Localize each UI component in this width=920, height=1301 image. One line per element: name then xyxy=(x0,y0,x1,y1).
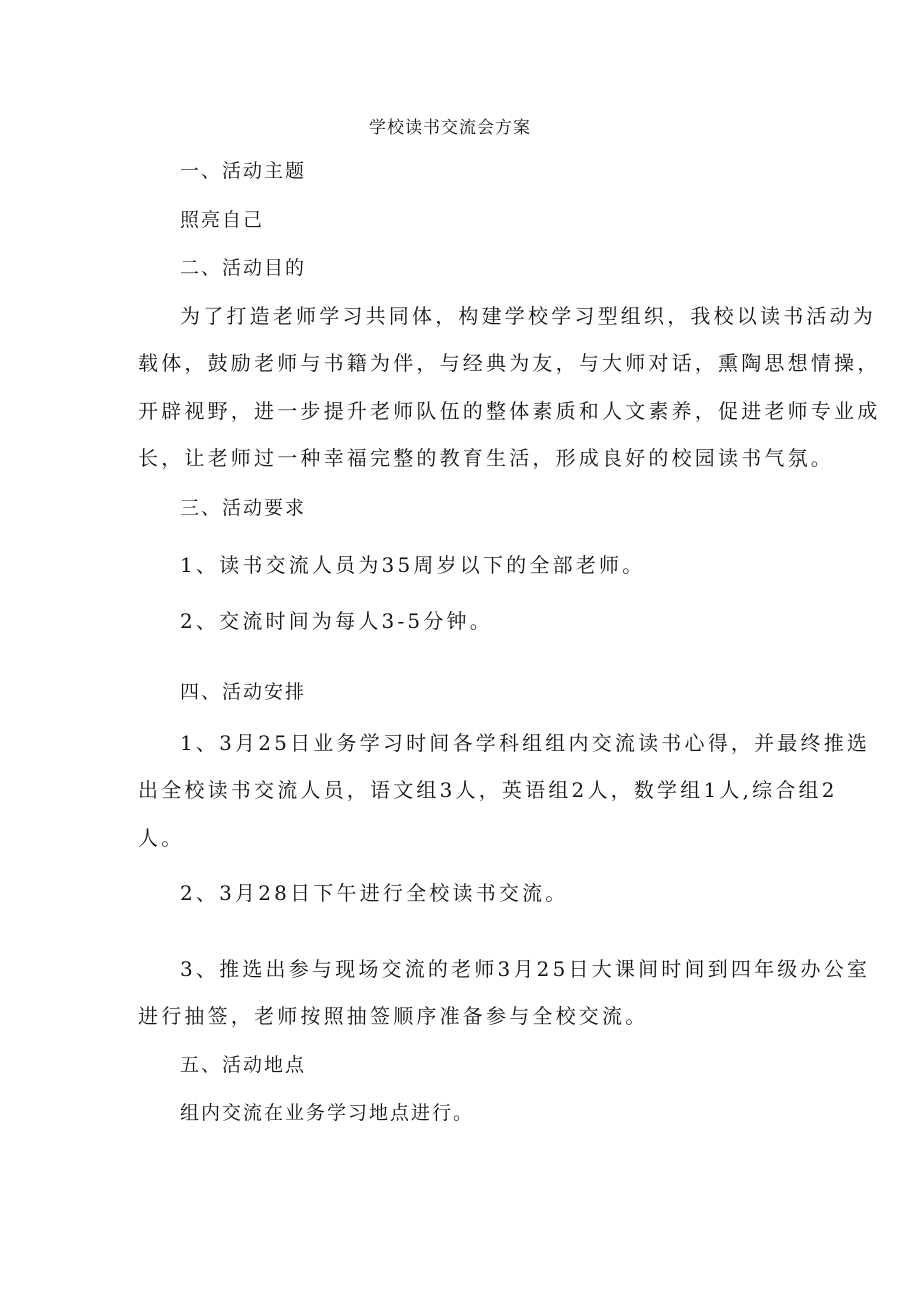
section-4-item-1-line-3: 人。 xyxy=(138,826,185,850)
section-2-line-4: 长，让老师过一种幸福完整的教育生活，形成良好的校园读书气氛。 xyxy=(138,446,834,470)
section-1-heading: 一、活动主题 xyxy=(180,160,307,182)
section-2-line-2: 载体，鼓励老师与书籍为伴，与经典为友，与大师对话，熏陶思想情操， xyxy=(138,351,881,375)
section-1-content: 照亮自己 xyxy=(180,209,265,231)
section-2-line-3: 开辟视野，进一步提升老师队伍的整体素质和人文素养，促进老师专业成 xyxy=(138,399,881,423)
document-title: 学校读书交流会方案 xyxy=(369,118,531,138)
section-4-item-1-line-1: 1、3月25日业务学习时间各学科组组内交流读书心得，并最终推选 xyxy=(180,731,871,755)
section-3-item-1: 1、读书交流人员为35周岁以下的全部老师。 xyxy=(180,553,646,577)
section-4-item-2: 2、3月28日下午进行全校读书交流。 xyxy=(180,881,569,905)
section-4-item-1-line-2: 出全校读书交流人员，语文组3人，英语组2人，数学组1人,综合组2 xyxy=(138,778,838,802)
section-5-content: 组内交流在业务学习地点进行。 xyxy=(180,1102,475,1124)
section-4-item-3-line-1: 3、推选出参与现场交流的老师3月25日大课间时间到四年级办公室 xyxy=(180,957,871,981)
section-3-heading: 三、活动要求 xyxy=(180,497,307,519)
section-4-item-3-line-2: 进行抽签，老师按照抽签顺序准备参与全校交流。 xyxy=(138,1004,649,1028)
section-4-heading: 四、活动安排 xyxy=(180,681,307,703)
section-3-item-2: 2、交流时间为每人3-5分钟。 xyxy=(180,609,493,633)
section-2-line-1: 为了打造老师学习共同体，构建学校学习型组织，我校以读书活动为 xyxy=(180,304,876,328)
section-2-heading: 二、活动目的 xyxy=(180,257,307,279)
section-5-heading: 五、活动地点 xyxy=(180,1054,307,1076)
